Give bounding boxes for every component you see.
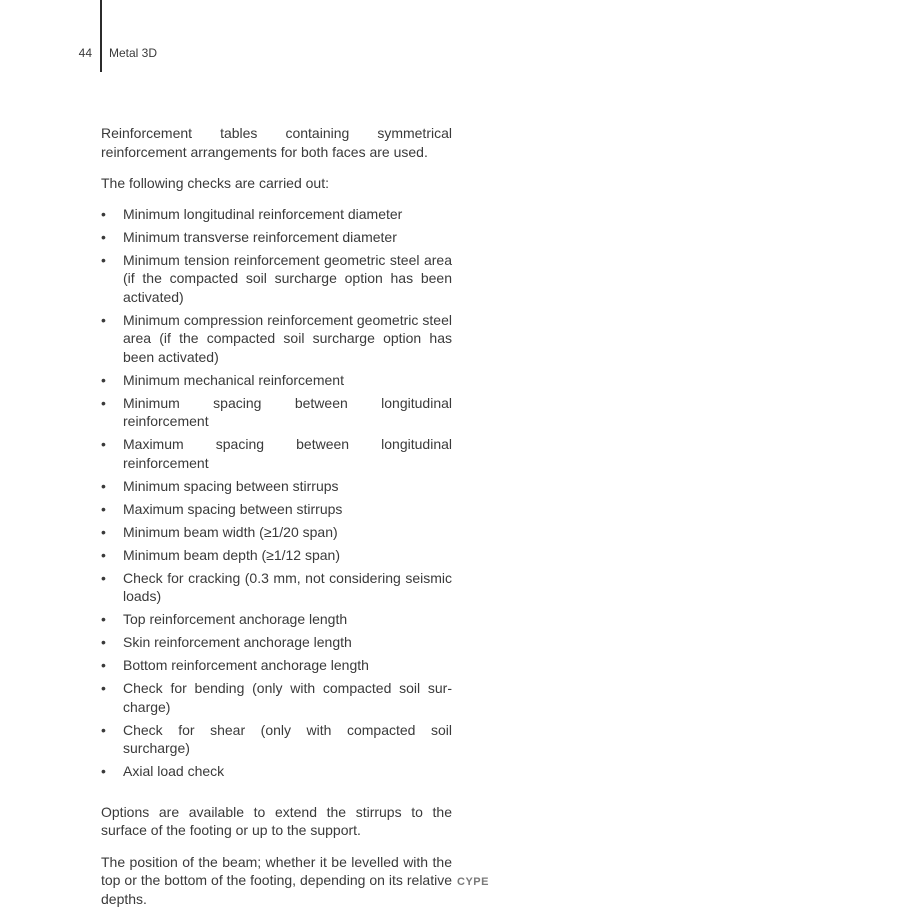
list-item (101, 721, 452, 758)
list-item (101, 435, 452, 472)
intro-paragraph: Reinforcement tables containing symmetrical reinforcement arrangements for both faces are used. (101, 125, 452, 160)
page-number: 44 (78, 46, 92, 60)
list-item-text: Check for shear (only with compacted soil surcharge) (123, 721, 452, 756)
bullet-icon: • (101, 394, 106, 411)
checks-lead-paragraph: The following checks are carried out: (101, 175, 329, 191)
bullet-icon: • (101, 657, 106, 673)
running-title: Metal 3D (109, 46, 158, 60)
list-item (101, 371, 452, 390)
list-item-text: Maximum spacing between stirrups (123, 500, 343, 517)
list-item (101, 477, 452, 496)
bullet-icon: • (101, 477, 106, 494)
list-item-text: Top reinforcement anchorage length (123, 611, 348, 627)
list-item (101, 569, 452, 606)
bullet-icon: • (101, 721, 106, 738)
list-item (101, 228, 452, 247)
list-item-text: Minimum spacing between stirrups (123, 477, 339, 494)
list-item-text: Check for cracking (0.3 mm, not considering seismic loads) (123, 569, 452, 604)
list-item-text: Minimum beam depth (≥1/12 span) (123, 546, 341, 563)
footer-brand-logo: CYPE (457, 876, 489, 888)
list-item (101, 656, 452, 675)
list-item (101, 205, 452, 224)
list-item-text: Minimum mechanical reinforcement (123, 371, 344, 388)
list-item-text: Minimum beam width (≥1/20 span) (123, 523, 338, 540)
bullet-icon: • (101, 763, 106, 779)
list-item-text: Skin reinforcement anchorage length (123, 634, 352, 650)
checks-list (101, 205, 452, 781)
bullet-icon: • (101, 371, 106, 388)
bullet-icon: • (101, 251, 106, 268)
list-item (101, 633, 452, 652)
list-item-text: Maximum spacing between longitudinal reinforcement (123, 436, 452, 471)
list-item (101, 610, 452, 629)
bullet-icon: • (101, 546, 106, 563)
list-item-text: Minimum compression reinforcement geometric steel area (if the compacted soil surcharge option has been activated) (123, 311, 452, 365)
bullet-icon: • (101, 634, 106, 650)
list-item (101, 251, 452, 307)
list-item (101, 394, 452, 431)
bullet-icon: • (101, 311, 106, 328)
list-item-text: Check for bending (only with compacted soil sur-charge) (123, 680, 452, 715)
bullet-icon: • (101, 436, 106, 452)
bullet-icon: • (101, 500, 106, 517)
list-item-text: Minimum tension reinforcement geometric steel area (if the compacted soil surcharge option has been activated) (123, 251, 452, 305)
list-item (101, 546, 452, 565)
list-item-text: Minimum transverse reinforcement diameter (123, 228, 397, 245)
list-item (101, 500, 452, 519)
list-item-text: Axial load check (123, 763, 225, 779)
beam-position-paragraph: The position of the beam; whether it be levelled with the top or the bottom of the footing, depending on its relative depths. (101, 853, 452, 907)
bullet-icon: • (101, 680, 106, 696)
list-item (101, 762, 452, 781)
bullet-icon: • (101, 228, 106, 245)
list-item-text: Minimum spacing between longitudinal reinforcement (123, 394, 452, 429)
bullet-icon: • (101, 569, 106, 586)
bullet-icon: • (101, 205, 106, 222)
page-body (101, 124, 452, 920)
list-item (101, 523, 452, 542)
list-item-text: Bottom reinforcement anchorage length (123, 657, 369, 673)
list-item (101, 679, 452, 716)
list-item (101, 311, 452, 367)
header-divider (100, 0, 102, 72)
list-item-text: Minimum longitudinal reinforcement diameter (123, 205, 403, 222)
bullet-icon: • (101, 611, 106, 627)
bullet-icon: • (101, 523, 106, 540)
stirrups-paragraph: Options are available to extend the stirrups to the surface of the footing or up to the support. (101, 803, 452, 838)
